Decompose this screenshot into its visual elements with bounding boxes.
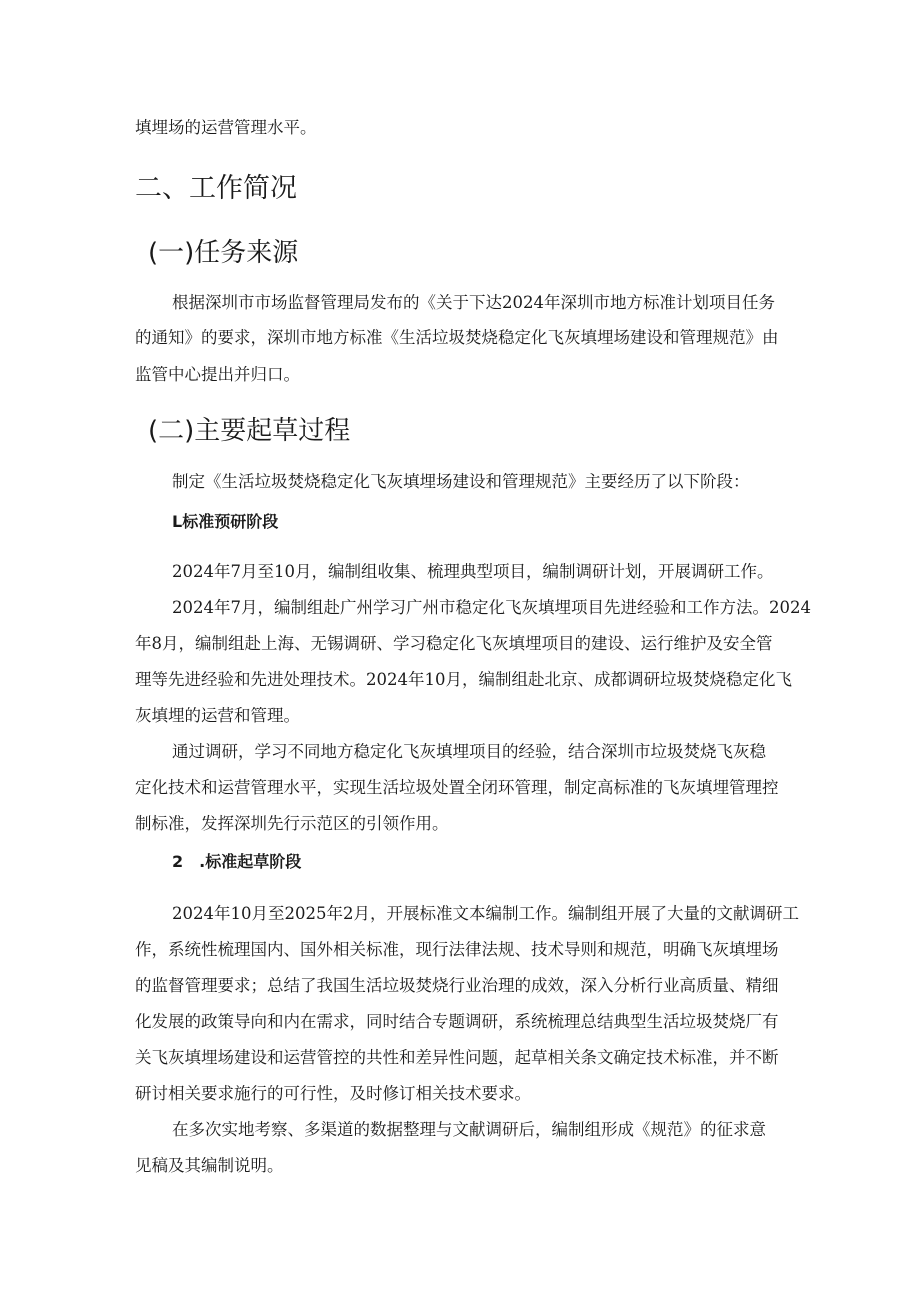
subsection-title-task-source: (一)任务来源 (148, 238, 299, 268)
stage2-p2-line-2: 见稿及其编制说明。 (135, 1156, 284, 1175)
stage1-p2-line-2: 年8月，编制组赴上海、无锡调研、学习稳定化飞灰填埋项目的建设、运行维护及安全管 (135, 634, 773, 653)
stage2-heading: 2 .标准起草阶段 (172, 852, 302, 871)
stage2-p1-line-1: 2024年10月至2025年2月，开展标准文本编制工作。编制组开展了大量的文献调研工 (172, 904, 799, 923)
stage1-p3-line-1: 通过调研，学习不同地方稳定化飞灰填埋项目的经验，结合深圳市垃圾焚烧飞灰稳 (172, 742, 766, 761)
drafting-intro: 制定《生活垃圾焚烧稳定化飞灰填埋场建设和管理规范》主要经历了以下阶段： (172, 472, 750, 491)
stage1-p3-line-2: 定化技术和运营管理水平，实现生活垃圾处置全闭环管理，制定高标准的飞灰填埋管理控 (135, 778, 779, 797)
stage1-p3-line-3: 制标准，发挥深圳先行示范区的引领作用。 (135, 814, 449, 833)
subsection-title-drafting-process: (二)主要起草过程 (148, 416, 351, 446)
stage2-p1-line-3: 的监督管理要求；总结了我国生活垃圾焚烧行业治理的成效，深入分析行业高质量、精细 (135, 976, 779, 995)
stage2-p2-line-1: 在多次实地考察、多渠道的数据整理与文献调研后，编制组形成《规范》的征求意 (172, 1120, 766, 1139)
stage2-p1-line-5: 关飞灰填埋场建设和运营管控的共性和差异性问题，起草相关条文确定技术标准，并不断 (135, 1048, 779, 1067)
intro-line: 填埋场的运营管理水平。 (135, 118, 317, 137)
stage2-p1-line-6: 研讨相关要求施行的可行性，及时修订相关技术要求。 (135, 1084, 531, 1103)
stage2-p1-line-2: 作，系统性梳理国内、国外相关标准，现行法律法规、技术导则和规范，明确飞灰填埋场 (135, 940, 779, 959)
stage2-p1-line-4: 化发展的政策导向和内在需求，同时结合专题调研，系统梳理总结典型生活垃圾焚烧厂有 (135, 1012, 779, 1031)
stage1-heading: L标准预研阶段 (172, 512, 279, 531)
stage1-p2-line-1: 2024年7月，编制组赴广州学习广州市稳定化飞灰填埋项目先进经验和工作方法。2024 (172, 598, 811, 617)
task-source-line-1: 根据深圳市市场监督管理局发布的《关于下达2024年深圳市地方标准计划项目任务 (172, 293, 775, 312)
task-source-line-3: 监管中心提出并归口。 (135, 365, 300, 384)
task-source-line-2: 的通知》的要求，深圳市地方标准《生活垃圾焚烧稳定化飞灰填埋场建设和管理规范》由 (135, 328, 779, 347)
stage1-p2-line-4: 灰填埋的运营和管理。 (135, 706, 300, 725)
stage1-p2-line-3: 理等先进经验和先进处理技术。2024年10月，编制组赴北京、成都调研垃圾焚烧稳定化飞 (135, 670, 792, 689)
section-title: 二、工作简况 (135, 173, 297, 204)
stage1-paragraph-1: 2024年7月至10月，编制组收集、梳理典型项目，编制调研计划，开展调研工作。 (172, 562, 774, 581)
